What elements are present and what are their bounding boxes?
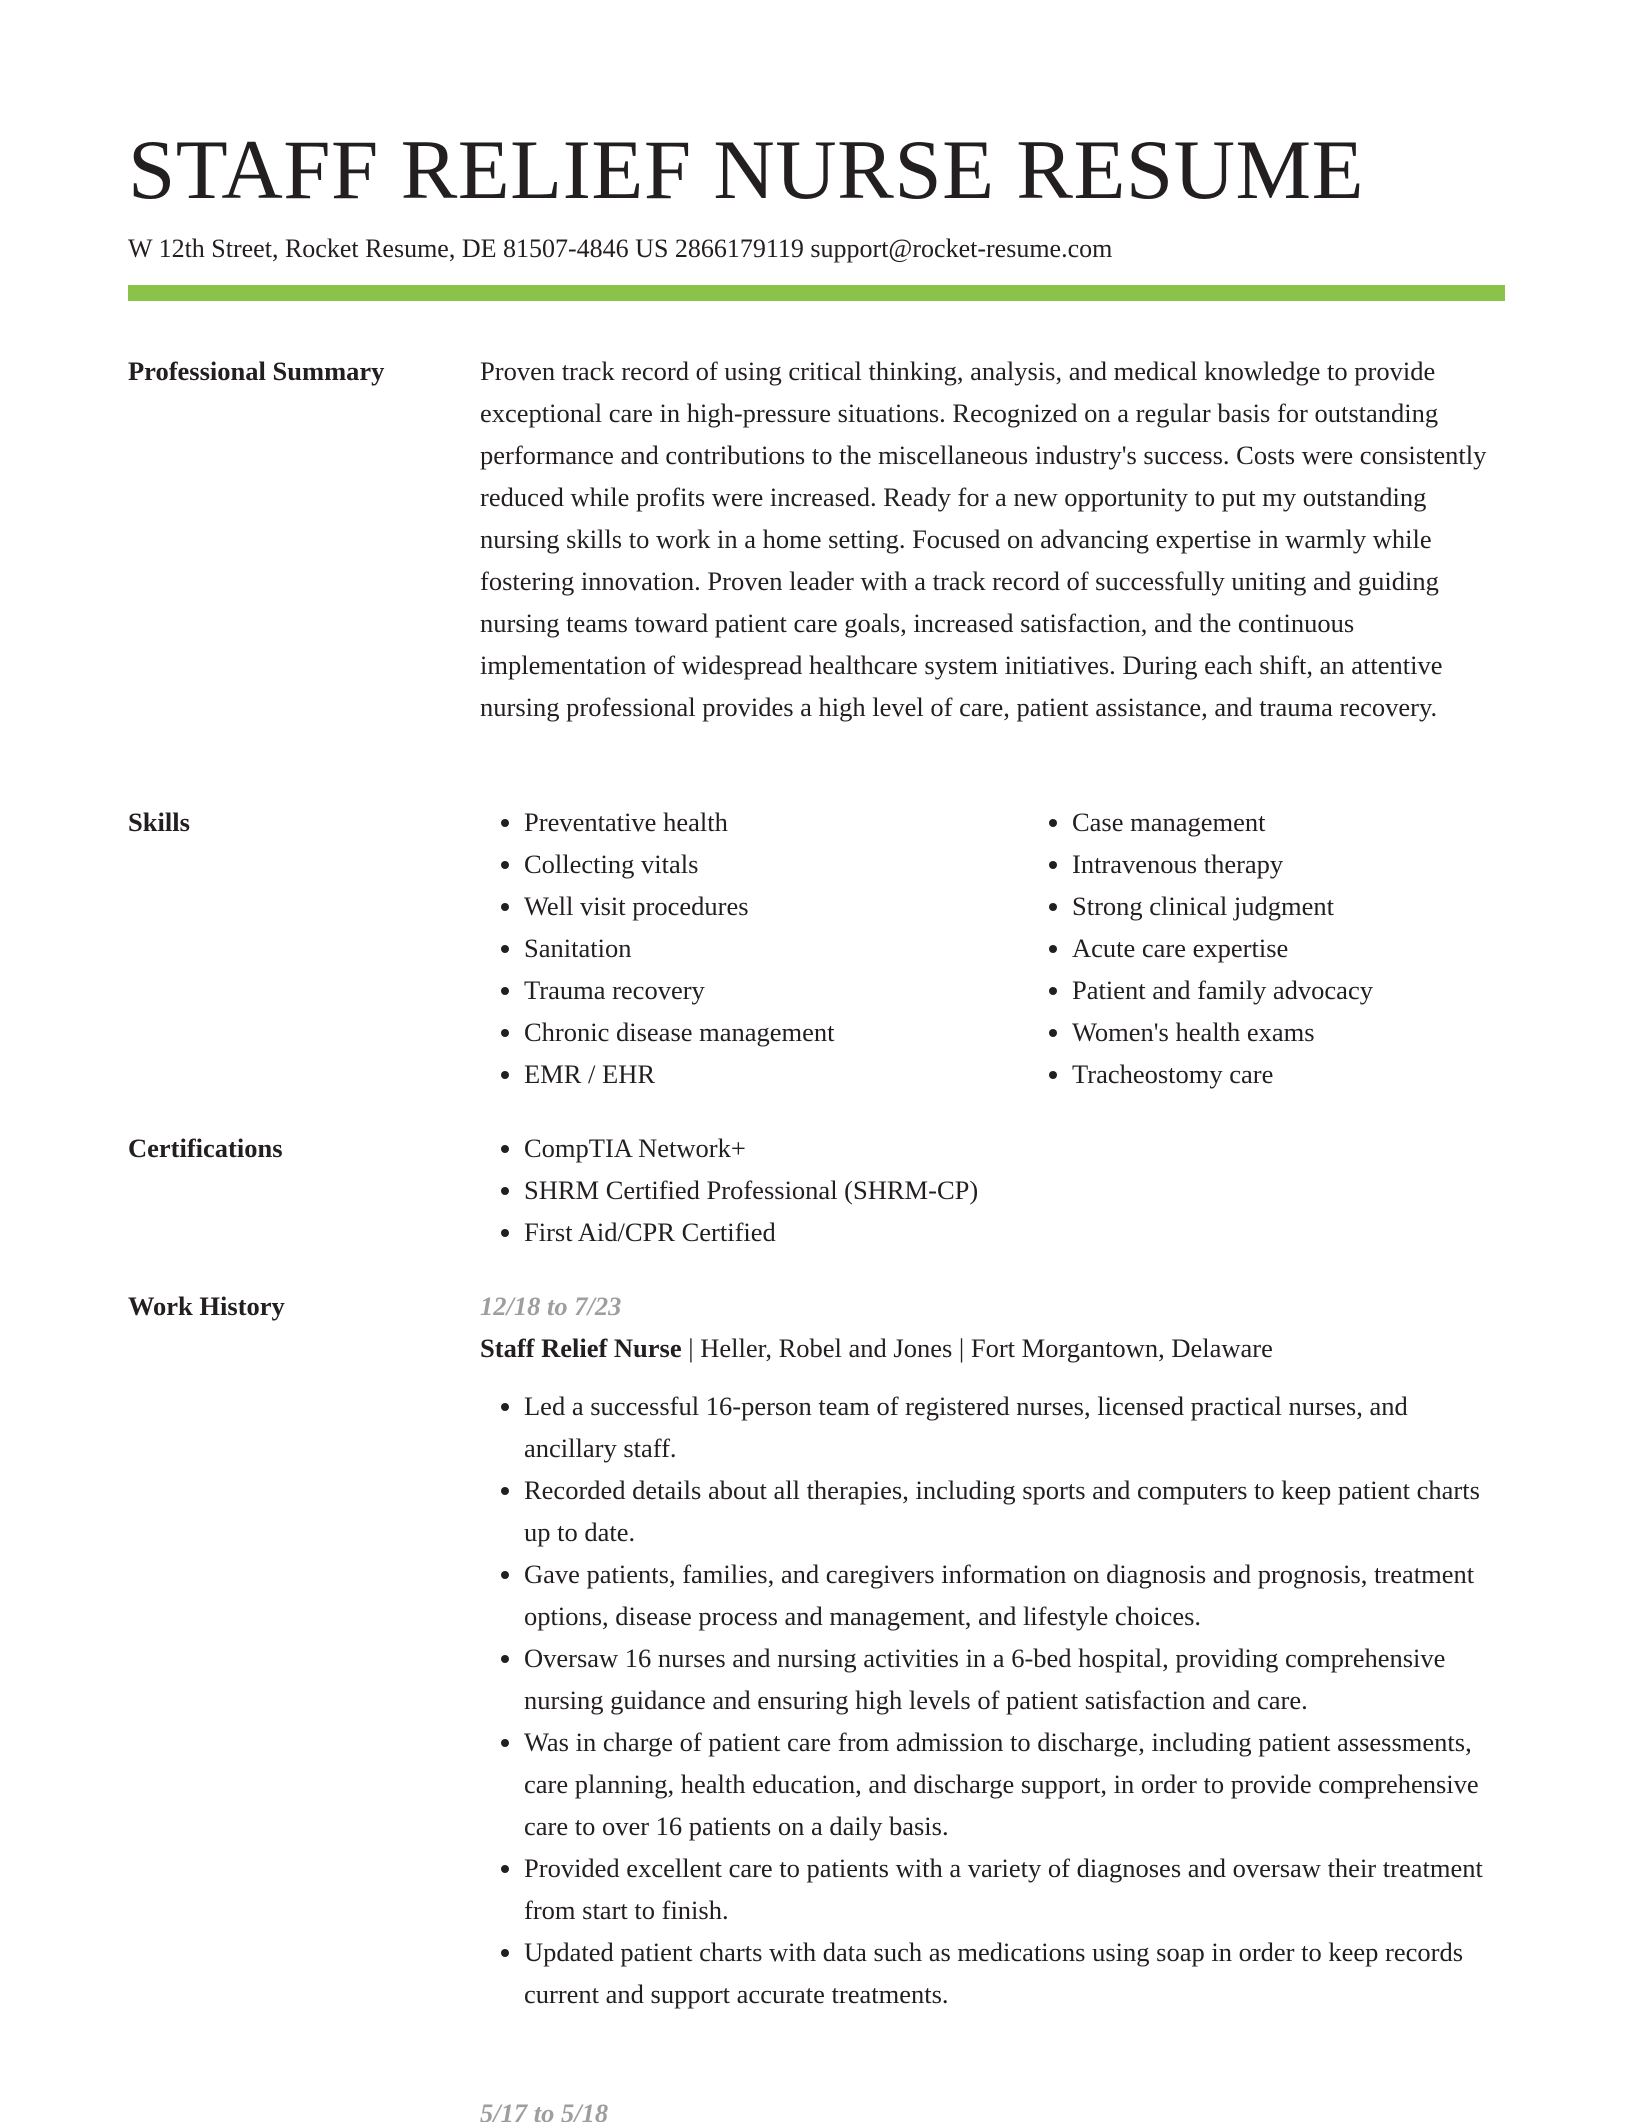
job-bullet: • Was in charge of patient care from admission to discharge, including patient assessments, care planning, health education, and discharge support, in order to provide comprehensive care to over 16 patients on a daily basis. bbox=[524, 1721, 1505, 1847]
skill-item: • Acute care expertise bbox=[1072, 927, 1576, 969]
certification-item: • CompTIA Network+ bbox=[524, 1127, 1505, 1169]
section-label-skills: Skills bbox=[128, 807, 190, 837]
skill-item: • Preventative health bbox=[524, 801, 1028, 843]
certification-item: • SHRM Certified Professional (SHRM-CP) bbox=[524, 1169, 1505, 1211]
job-details: | Heller, Robel and Jones | Fort Morgantown, Delaware bbox=[681, 1333, 1273, 1363]
certification-item: • First Aid/CPR Certified bbox=[524, 1211, 1505, 1253]
skill-item: • Trauma recovery bbox=[524, 969, 1028, 1011]
section-label-summary: Professional Summary bbox=[128, 356, 385, 386]
job-bullet: • Oversaw 16 nurses and nursing activities in a 6-bed hospital, providing comprehensive nursing guidance and ensuring high levels of patient satisfaction and care. bbox=[524, 1637, 1505, 1721]
section-label-certifications: Certifications bbox=[128, 1133, 283, 1163]
job-date: 12/18 to 7/23 bbox=[480, 1291, 622, 1321]
skill-item: • Intravenous therapy bbox=[1072, 843, 1576, 885]
skill-item: • Collecting vitals bbox=[524, 843, 1028, 885]
job-date: 5/17 to 5/18 bbox=[480, 2098, 609, 2122]
skill-item: • EMR / EHR bbox=[524, 1053, 1028, 1095]
skill-item: • Sanitation bbox=[524, 927, 1028, 969]
certifications-list bbox=[480, 1127, 1505, 1253]
skill-item: • Patient and family advocacy bbox=[1072, 969, 1576, 1011]
job-bullet: • Updated patient charts with data such as medications using soap in order to keep records current and support accurate treatments. bbox=[524, 1931, 1505, 2015]
work-history-continued bbox=[128, 2092, 1505, 2122]
skills-list-right bbox=[1028, 801, 1576, 1095]
skills-list-left bbox=[480, 801, 1028, 1095]
job-title: Staff Relief Nurse bbox=[480, 1333, 682, 1363]
header-divider bbox=[128, 285, 1505, 301]
skill-item: • Women's health exams bbox=[1072, 1011, 1576, 1053]
skill-item: • Well visit procedures bbox=[524, 885, 1028, 927]
job-bullet: • Gave patients, families, and caregivers information on diagnosis and prognosis, treatment options, disease process and management, and lifestyle choices. bbox=[524, 1553, 1505, 1637]
job-bullet: • Provided excellent care to patients with a variety of diagnoses and oversaw their treatment from start to finish. bbox=[524, 1847, 1505, 1931]
summary-text: Proven track record of using critical thinking, analysis, and medical knowledge to provide exceptional care in high-pressure situations. Recognized on a regular basis for outstanding performance and contributions to the miscellaneous industry's success. Costs were consistently reduced while profits were increased. Ready for a new opportunity to put my outstanding nursing skills to work in a home setting. Focused on advancing expertise in warmly while fostering innovation. Proven leader with a track record of successfully uniting and guiding nursing teams toward patient care goals, increased satisfaction, and the continuous implementation of widespread healthcare system initiatives. During each shift, an attentive nursing professional provides a high level of care, patient assistance, and trauma recovery. bbox=[480, 356, 1487, 722]
contact-line: W 12th Street, Rocket Resume, DE 81507-4846 US 2866179119 support@rocket-resume.com bbox=[128, 234, 1113, 263]
work-history-section bbox=[128, 1285, 1505, 2015]
skill-item: • Strong clinical judgment bbox=[1072, 885, 1576, 927]
skill-item: • Chronic disease management bbox=[524, 1011, 1028, 1053]
resume-title: STAFF RELIEF NURSE RESUME bbox=[128, 123, 1365, 217]
skills-section bbox=[128, 801, 1505, 1095]
job-bullet: • Led a successful 16-person team of registered nurses, licensed practical nurses, and ancillary staff. bbox=[524, 1385, 1505, 1469]
job-heading bbox=[480, 1327, 1505, 1369]
section-label-work-history: Work History bbox=[128, 1291, 285, 1321]
job-bullet: • Recorded details about all therapies, including sports and computers to keep patient charts up to date. bbox=[524, 1469, 1505, 1553]
summary-section bbox=[128, 350, 1505, 728]
job-bullet-list bbox=[480, 1385, 1505, 2015]
resume-page bbox=[128, 0, 1505, 2122]
skill-item: • Case management bbox=[1072, 801, 1576, 843]
certifications-section bbox=[128, 1127, 1505, 1253]
skill-item: • Tracheostomy care bbox=[1072, 1053, 1576, 1095]
